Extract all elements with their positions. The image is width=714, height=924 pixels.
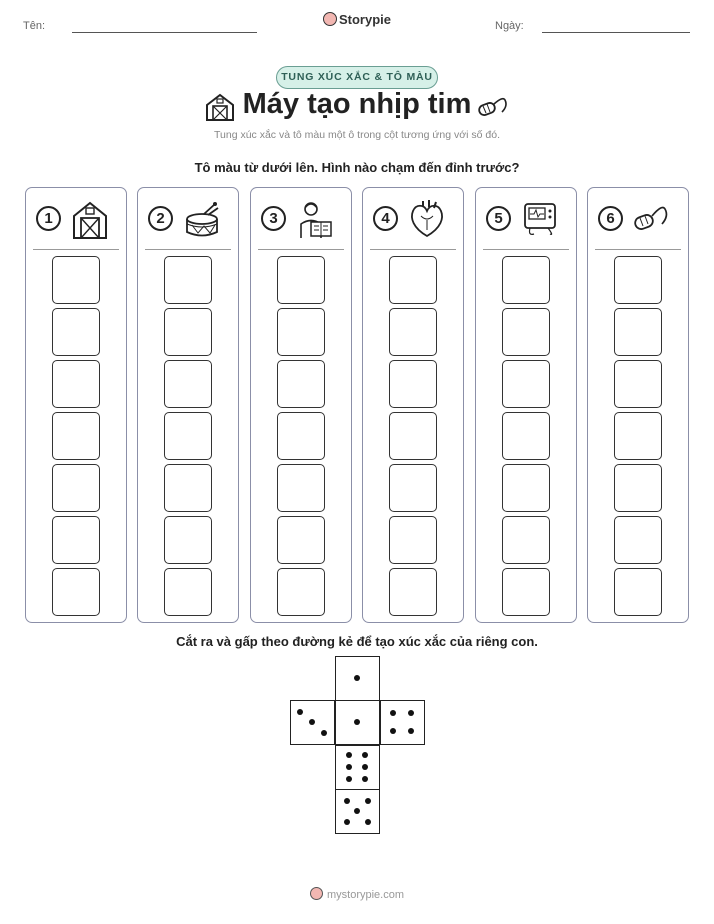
footer xyxy=(0,887,714,901)
date-label: Ngày: xyxy=(495,20,524,32)
column-header xyxy=(363,198,463,238)
color-cell[interactable] xyxy=(277,412,325,460)
dice-pip xyxy=(354,719,360,725)
brand-name: Storypie xyxy=(338,12,391,27)
dice-pip xyxy=(362,776,368,782)
column-number: 1 xyxy=(36,206,61,231)
column-header xyxy=(138,198,238,238)
dice-column-4 xyxy=(362,187,464,623)
name-label: Tên: xyxy=(23,20,46,32)
color-cell[interactable] xyxy=(502,308,550,356)
footer-url[interactable]: mystorypie.com xyxy=(326,889,405,901)
column-number: 4 xyxy=(373,206,398,231)
color-cell[interactable] xyxy=(164,464,212,512)
color-cell[interactable] xyxy=(389,256,437,304)
column-divider xyxy=(370,249,456,250)
dice-pip xyxy=(365,819,371,825)
color-cell[interactable] xyxy=(502,464,550,512)
dice-pip xyxy=(344,798,350,804)
color-cell[interactable] xyxy=(52,256,100,304)
color-cell[interactable] xyxy=(52,308,100,356)
color-cell[interactable] xyxy=(164,308,212,356)
dice-pip xyxy=(346,752,352,758)
color-cell[interactable] xyxy=(164,360,212,408)
color-cell[interactable] xyxy=(52,360,100,408)
column-header xyxy=(26,198,126,238)
color-cell[interactable] xyxy=(614,256,662,304)
column-number: 5 xyxy=(486,206,511,231)
dice-face-1 xyxy=(335,700,380,745)
column-number: 2 xyxy=(148,206,173,231)
name-line xyxy=(72,32,257,33)
column-divider xyxy=(145,249,231,250)
storypie-logo-icon xyxy=(323,12,337,26)
color-cell[interactable] xyxy=(277,568,325,616)
color-cell[interactable] xyxy=(277,360,325,408)
color-cell[interactable] xyxy=(52,516,100,564)
color-cell[interactable] xyxy=(502,256,550,304)
color-cell[interactable] xyxy=(502,412,550,460)
color-cell[interactable] xyxy=(614,308,662,356)
column-number: 3 xyxy=(261,206,286,231)
color-cell[interactable] xyxy=(52,412,100,460)
color-cell[interactable] xyxy=(614,360,662,408)
column-header xyxy=(476,198,576,238)
dice-face-4 xyxy=(380,700,425,745)
column-divider xyxy=(595,249,681,250)
cut-instruction: Cắt ra và gấp theo đường kẻ để tạo xúc xắc của riêng con. xyxy=(176,634,538,649)
drum-icon xyxy=(182,198,222,240)
color-cell[interactable] xyxy=(614,412,662,460)
column-divider xyxy=(258,249,344,250)
color-cell[interactable] xyxy=(389,464,437,512)
dice-pip xyxy=(362,764,368,770)
column-divider xyxy=(483,249,569,250)
dice-column-2 xyxy=(137,187,239,623)
color-cell[interactable] xyxy=(502,568,550,616)
dice-pip xyxy=(362,752,368,758)
color-cell[interactable] xyxy=(277,516,325,564)
dice-pip xyxy=(346,764,352,770)
color-cell[interactable] xyxy=(164,412,212,460)
dice-column-3 xyxy=(250,187,352,623)
dice-pip xyxy=(346,776,352,782)
color-cell[interactable] xyxy=(614,464,662,512)
color-cell[interactable] xyxy=(52,568,100,616)
dice-pip xyxy=(321,730,327,736)
column-divider xyxy=(33,249,119,250)
heart-icon xyxy=(407,198,447,240)
dice-face-3 xyxy=(290,700,335,745)
color-cell[interactable] xyxy=(389,412,437,460)
dice-face-5 xyxy=(335,789,380,834)
dice-column-1 xyxy=(25,187,127,623)
color-cell[interactable] xyxy=(389,308,437,356)
doctor-reading-icon xyxy=(295,198,335,240)
dice-pip xyxy=(354,808,360,814)
dice-pip xyxy=(309,719,315,725)
color-cell[interactable] xyxy=(164,516,212,564)
dice-pip xyxy=(297,709,303,715)
color-cell[interactable] xyxy=(164,256,212,304)
storypie-small-logo-icon xyxy=(310,887,323,900)
color-cell[interactable] xyxy=(389,360,437,408)
column-header xyxy=(588,198,688,238)
barn-icon xyxy=(70,198,110,240)
worksheet-badge: TUNG XÚC XẮC & TÔ MÀU xyxy=(276,66,438,89)
color-cell[interactable] xyxy=(502,516,550,564)
dice-pip xyxy=(344,819,350,825)
color-cell[interactable] xyxy=(389,568,437,616)
column-number: 6 xyxy=(598,206,623,231)
dice-column-5 xyxy=(475,187,577,623)
page-title: Máy tạo nhịp tim xyxy=(242,88,472,120)
color-cell[interactable] xyxy=(164,568,212,616)
color-cell[interactable] xyxy=(614,516,662,564)
dice-face-6 xyxy=(335,745,380,790)
heart-monitor-icon xyxy=(520,198,560,240)
instruction: Tô màu từ dưới lên. Hình nào chạm đến đỉnh trước? xyxy=(194,160,520,175)
color-cell[interactable] xyxy=(389,516,437,564)
pacemaker-icon xyxy=(632,198,672,240)
color-cell[interactable] xyxy=(277,464,325,512)
dice-pip xyxy=(365,798,371,804)
subtitle: Tung xúc xắc và tô màu một ô trong cột tương ứng với số đó. xyxy=(214,129,500,141)
dice-pip xyxy=(408,728,414,734)
column-header xyxy=(251,198,351,238)
dice-pip xyxy=(408,710,414,716)
brand-logo xyxy=(0,12,714,27)
pacemaker-icon xyxy=(477,92,511,120)
dice-pip xyxy=(390,710,396,716)
dice-pip xyxy=(390,728,396,734)
dice-column-6 xyxy=(587,187,689,623)
color-cell[interactable] xyxy=(277,256,325,304)
color-cell[interactable] xyxy=(52,464,100,512)
date-line xyxy=(542,32,690,33)
color-cell[interactable] xyxy=(614,568,662,616)
dice-pip xyxy=(354,675,360,681)
dice-face-1 xyxy=(335,656,380,701)
color-cell[interactable] xyxy=(502,360,550,408)
color-cell[interactable] xyxy=(277,308,325,356)
